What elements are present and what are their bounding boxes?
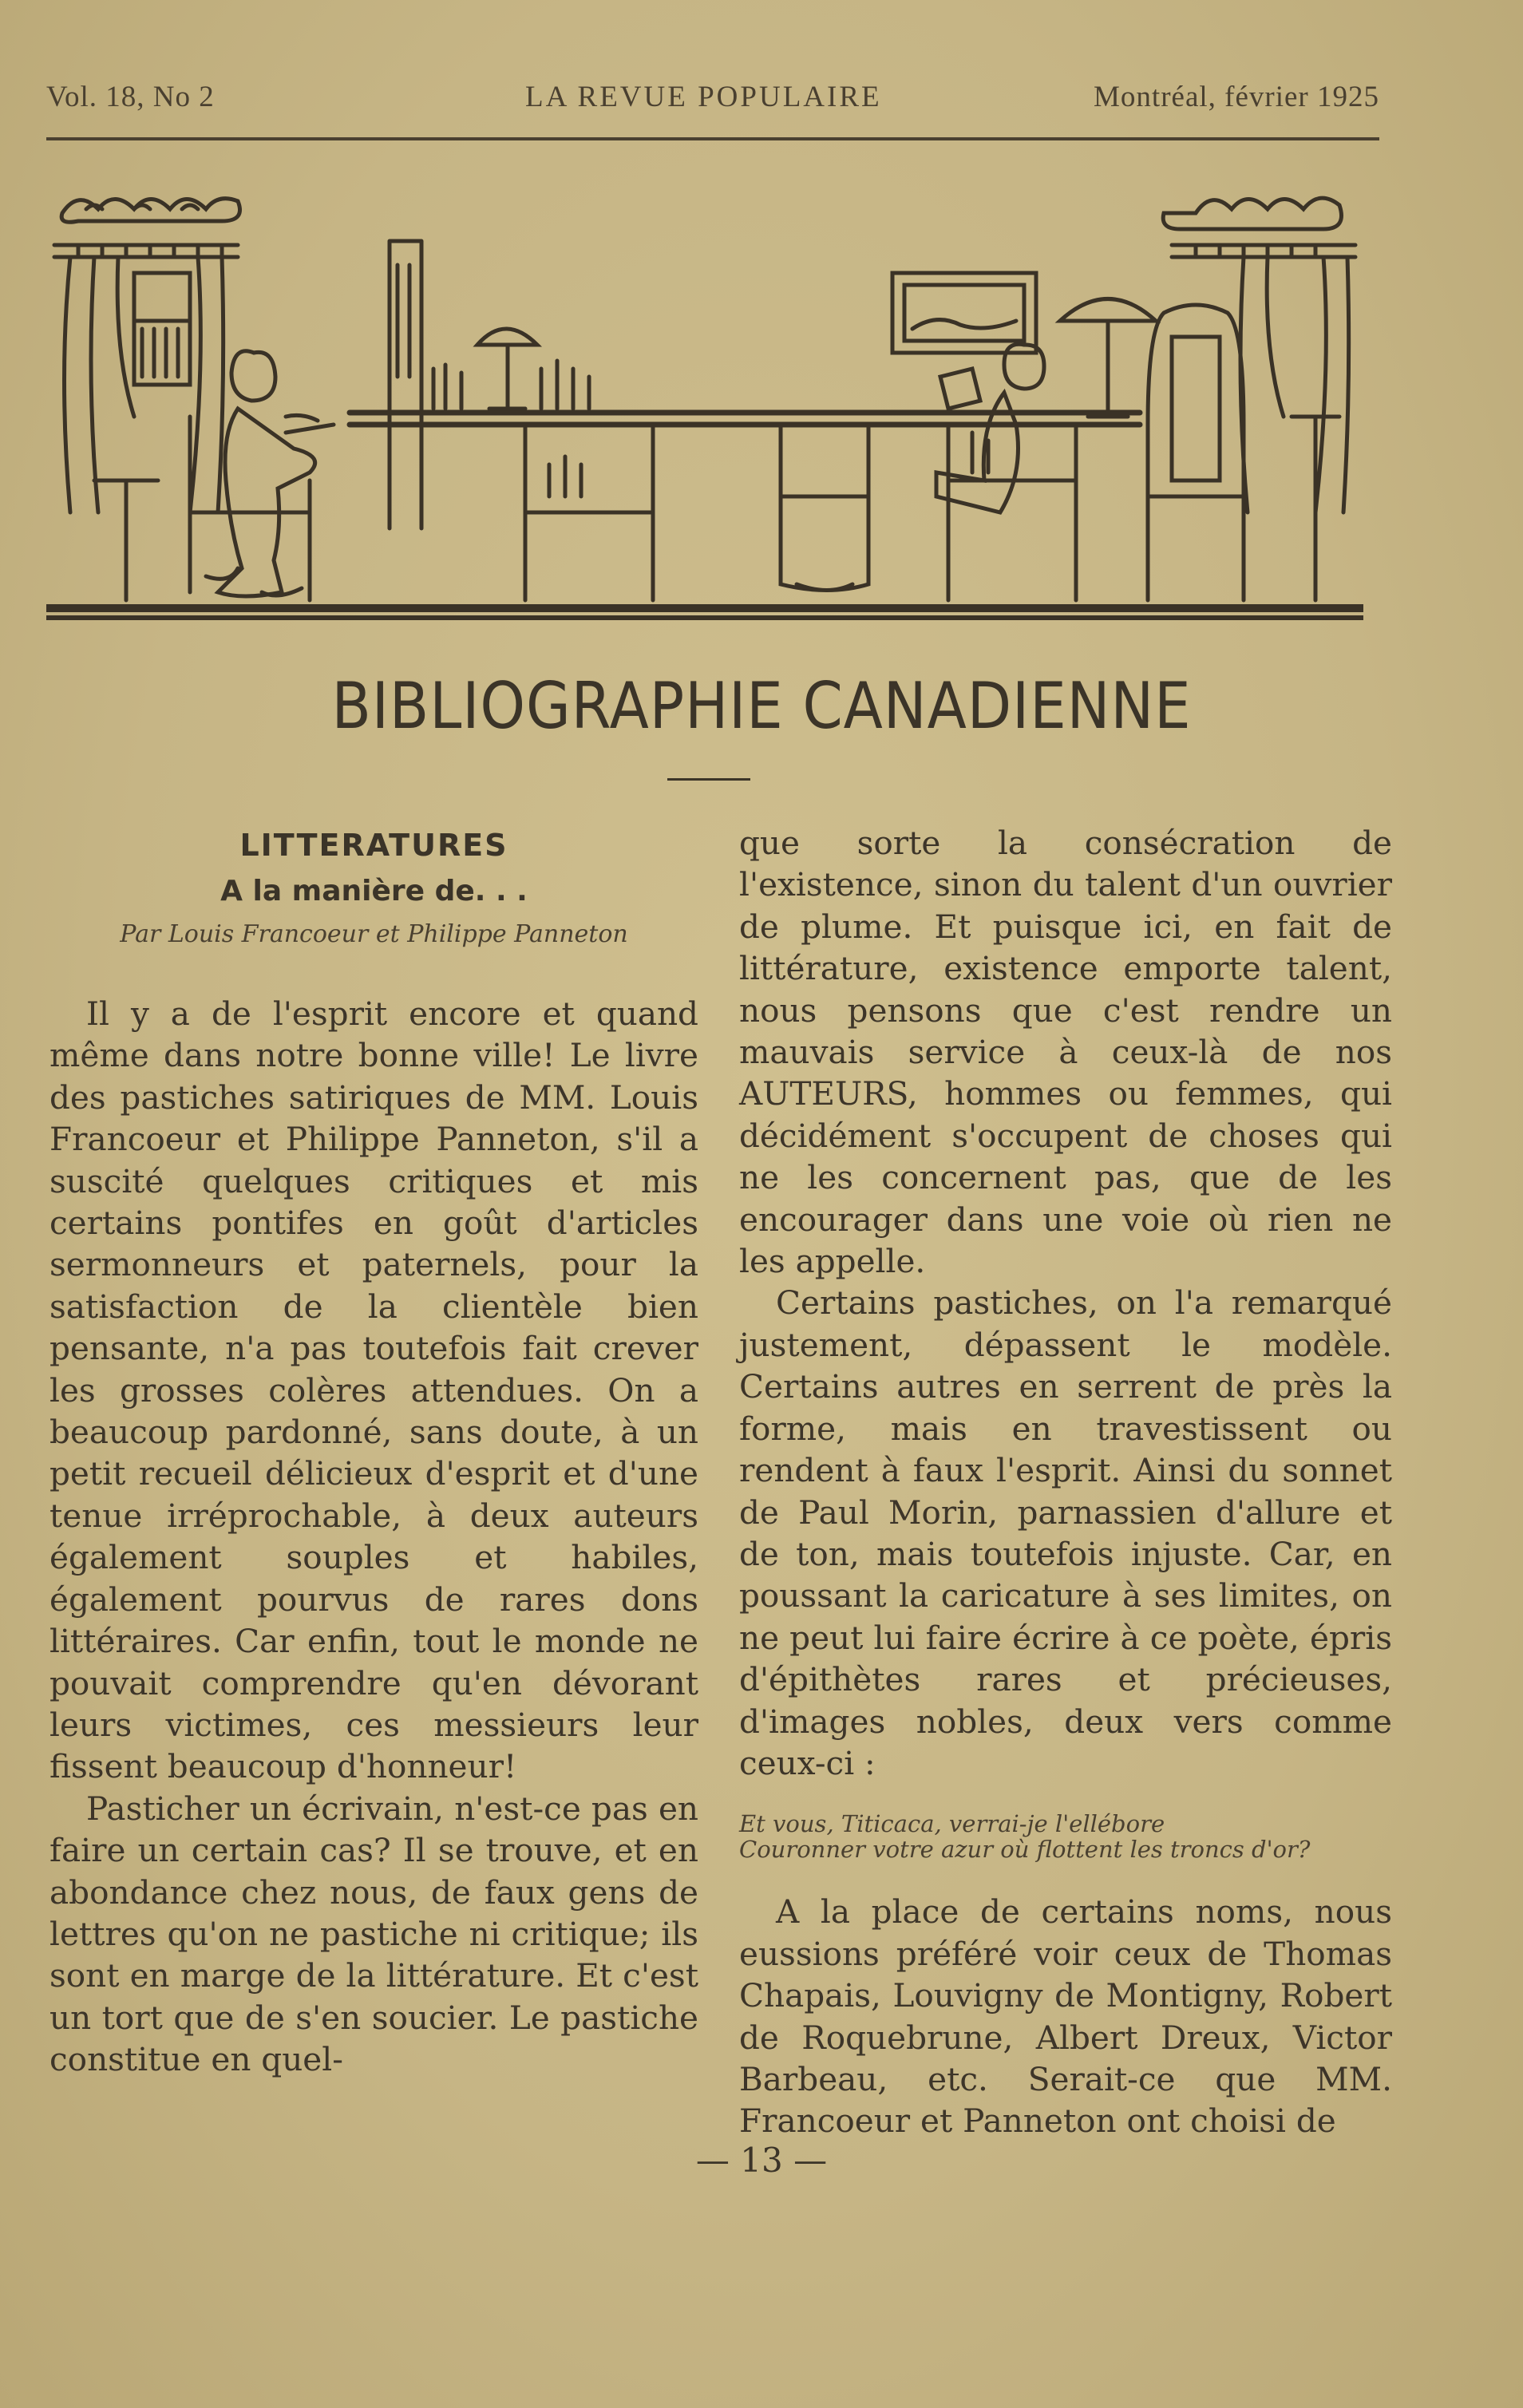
article-kicker: LITTERATURES xyxy=(239,828,508,863)
paragraph-2: Pasticher un écrivain, n'est-ce pas en faire un certain cas? Il se trouve, et en abondance chez nous, de faux gens de lettres qu'on ne pastiche ni critique; ils sont en marge de la littérature. Et c'est un tort que de s'en soucier. Le pastiche constitue en quel- xyxy=(49,1789,698,2079)
volume-number: Vol. 18, No 2 xyxy=(46,81,215,113)
paragraph-1: Il y a de l'esprit encore et quand même dans notre bonne ville! Le livre des pastiches satiriques de MM. Louis Francoeur et Philippe Panneton, s'il a suscité quelques critiques et mis certains pontifes en goût d'articles sermonneurs et paternels, pour la satisfaction de la clientèle bien pensante, n'a pas toutefois fait crever les grosses colères attendues. On a beaucoup pardonné, sans doute, à un petit recueil délicieux d'esprit et d'une tenue irréprochable, à deux auteurs également souples et habiles, également pourvus de rares dons littéraires. Car enfin, tout le monde ne pouvait comprendre qu'en dévorant leurs victimes, ces messieurs leur fissent beaucoup d'honneur! xyxy=(49,994,698,1786)
right-column xyxy=(739,822,1392,2142)
header-rule xyxy=(46,137,1379,140)
paragraph-4: A la place de certains noms, nous eussions préféré voir ceux de Thomas Chapais, Louvigny de Montigny, Robert de Roquebrune, Albert Dreux, Victor Barbeau, etc. Serait-ce que MM. Francoeur et Panneton ont choisi de xyxy=(739,1892,1392,2141)
article-byline: Par Louis Francoeur et Philippe Panneton xyxy=(120,920,628,948)
paragraph-3: Certains pastiches, on l'a remarqué justement, dépassent le modèle. Certains autres en serrent de près la forme, mais en travestissent ou rendent à faux l'esprit. Ainsi du sonnet de Paul Morin, parnassien d'allure et de ton, mais toutefois injuste. Car, en poussant la caricature à ses limites, on ne peut lui faire écrire à ce poète, épris d'épithètes rares et précieuses, d'images nobles, deux vers comme ceux-ci : xyxy=(739,1283,1392,1782)
running-head xyxy=(46,80,1379,128)
journal-title: LA REVUE POPULAIRE xyxy=(525,81,882,113)
verse-quote xyxy=(739,1811,1392,1862)
page-number: — 13 — xyxy=(695,2141,828,2180)
left-column xyxy=(49,822,698,2081)
paragraph-2-continued: que sorte la consécration de l'existence, sinon du talent d'un ouvrier de plume. Et puisque ici, en fait de littérature, existence emporte talent, nous pensons que c'est rendre un mauvais service à ceux-là de nos AUTEURS, hommes ou femmes, qui décidément s'occupent de choses qui ne les concernent pas, que de les encourager dans une voie où rien ne les appelle. xyxy=(739,824,1392,1281)
title-rule xyxy=(667,778,750,781)
issue-date: Montréal, février 1925 xyxy=(1094,81,1379,113)
article-subtitle: A la manière de. . . xyxy=(220,875,528,907)
verse-line: Couronner votre azur où flottent les troncs d'or? xyxy=(739,1836,1311,1864)
verse-line: Et vous, Titicaca, verrai-je l'ellébore xyxy=(739,1810,1165,1838)
section-title: BIBLIOGRAPHIE CANADIENNE xyxy=(331,669,1192,743)
reading-room-illustration xyxy=(46,177,1363,632)
